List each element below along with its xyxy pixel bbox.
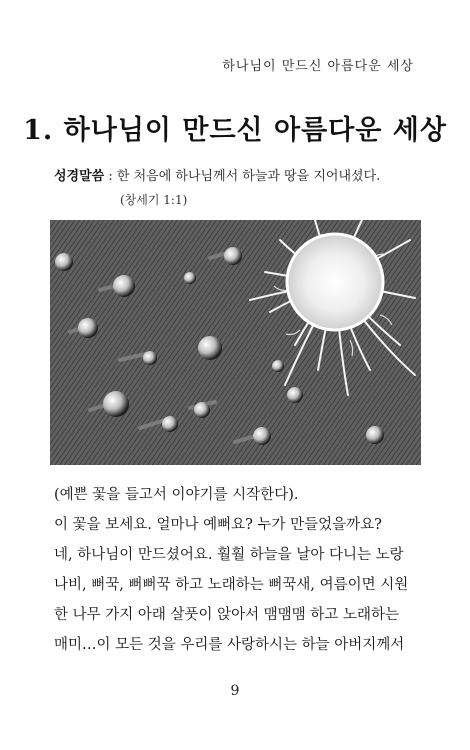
story-line: 나비, 뻐꾹, 뻐뻐꾹 하고 노래하는 뻐꾹새, 여름이면 시원	[54, 577, 409, 593]
chapter-title: 1. 하나님이 만드신 아름다운 세상	[23, 115, 447, 146]
story-line: 이 꽃을 보세요. 얼마나 예뻐요? 누가 만들었을까요?	[54, 517, 382, 533]
running-header: 하나님이 만드신 아름다운 세상	[222, 59, 414, 74]
story-text	[54, 480, 426, 660]
sun-and-planets-engraving-icon	[50, 220, 421, 465]
scripture-verse	[54, 165, 380, 184]
page-number: 9	[230, 683, 240, 699]
scripture-text: 한 처음에 하나님께서 하늘과 땅을 지어내셨다.	[116, 169, 381, 184]
scripture-reference: (창세기 1:1)	[120, 193, 188, 207]
story-line: 매미…이 모든 것을 우리를 사랑하시는 하늘 아버지께서	[54, 637, 405, 653]
sun-and-planets-illustration	[50, 220, 421, 465]
story-line: 네, 하나님이 만드셨어요. 훨훨 하늘을 날아 다니는 노랑	[54, 547, 404, 563]
scripture-label: 성경말씀	[54, 169, 105, 184]
story-line: 한 나무 가지 아래 살풋이 앉아서 맴맴맴 하고 노래하는	[54, 607, 400, 623]
story-line: (예쁜 꽃을 들고서 이야기를 시작한다).	[54, 487, 299, 503]
scripture-separator: :	[104, 169, 117, 184]
